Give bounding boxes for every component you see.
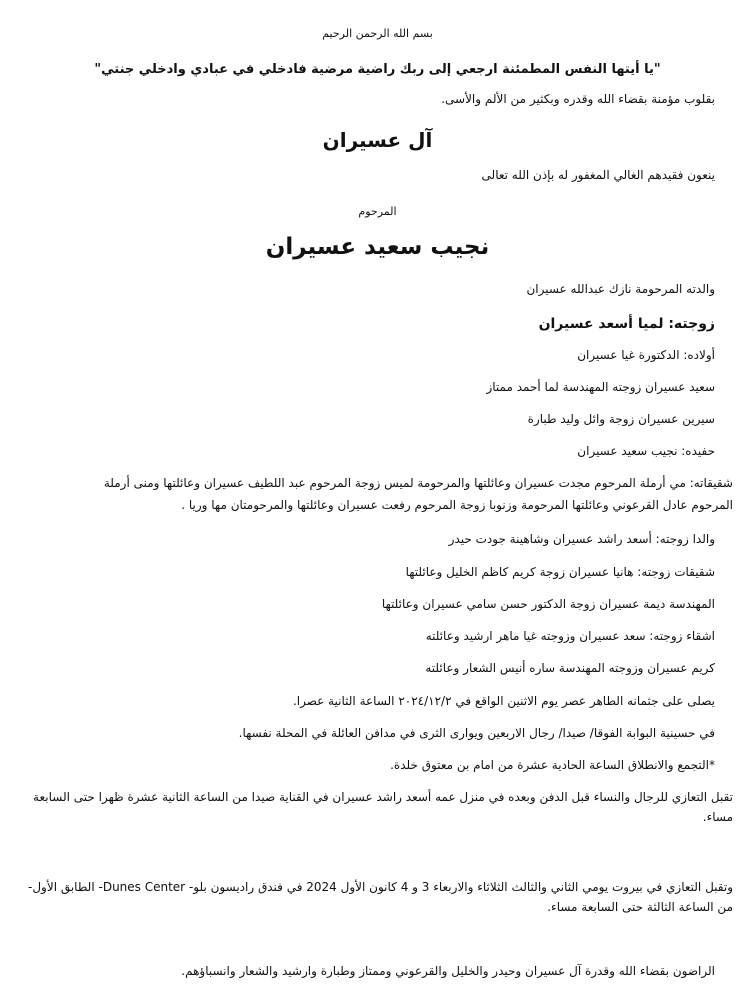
children-line: أولاده: الدكتورة غيا عسيران [577, 348, 715, 362]
wife-brothers-line: كريم عسيران وزوجته المهندسة ساره أنيس الشعار وعائلته [425, 661, 715, 675]
gathering-line: *التجمع والانطلاق الساعة الحادية عشرة من امام بن معتوق خلدة. [390, 758, 715, 772]
quran-verse: "يا أيتها النفس المطمئنة ارجعي إلى ربك راضية مرضية فادخلي في عبادي وادخلي جنتي" [94, 62, 661, 77]
wife-brothers-line: اشقاء زوجته: سعد عسيران وزوجته غيا ماهر ارشيد وعائلته [425, 629, 715, 643]
children-line: سيرين عسيران زوجة وائل وليد طبارة [527, 412, 715, 426]
intro-text: بقلوب مؤمنة بقضاء الله وقدره وبكثير من الألم والأسى. [441, 92, 715, 106]
wife-sisters-line: المهندسة ديمة عسيران زوجة الدكتور حسن سامي عسيران وعائلتها [381, 597, 715, 611]
condolences-saida: تقبل التعازي للرجال والنساء قبل الدفن وبعده في منزل عمه أسعد راشد عسيران في القناية صيدا من الساعة الثانية عشرة ظهرا حتى السابعة مساء. [33, 790, 733, 824]
sisters-line: المرحوم عادل القرعوني وعائلتها المرحومة وزنوبا زوجة المرحوم رفعت عسيران وعائلتها والمرحومتان مها وريا . [181, 498, 733, 512]
deceased-label: المرحوم [358, 205, 397, 218]
wife-parents-line: والدا زوجته: أسعد راشد عسيران وشاهينة جودت حيدر [448, 532, 715, 546]
mother-line: والدته المرحومة نازك عبدالله عسيران [526, 282, 715, 296]
deceased-name: نجيب سعيد عسيران [265, 234, 490, 260]
wife-sisters-line: شقيقات زوجته: هانيا عسيران زوجة كريم كاظم الخليل وعائلتها [405, 565, 715, 579]
mourning-line: ينعون فقيدهم الغالي المغفور له بإذن الله تعالى [481, 168, 715, 182]
prayer-line: يصلى على جثمانه الطاهر عصر يوم الاثنين الواقع في ٢٠٢٤/١٢/٢ الساعة الثانية عصرا. [292, 694, 715, 708]
grandson-line: حفيده: نجيب سعيد عسيران [577, 444, 715, 458]
closing-line: الراضون بقضاء الله وقدرة آل عسيران وحيدر والخليل والقرعوني وممتاز وطبارة وارشيد والشعار وانسباؤهم. [181, 964, 715, 978]
condolences-beirut: وتقبل التعازي في بيروت يومي الثاني والثالث الثلاثاء والاربعاء 3 و 4 كانون الأول 2024 في فندق راديسون بلو- Dunes Center- الطابق الأول- من الساعة الثالثة حتى السابعة مساء. [28, 880, 733, 914]
sisters-line: شقيقاته: مي أرملة المرحوم مجدت عسيران وعائلتها والمرحومة لميس زوجة المرحوم عبد اللطيف عسيران وعائلتها ومنى أرملة [103, 476, 733, 490]
wife-line: زوجته: لميا أسعد عسيران [538, 316, 715, 332]
children-line: سعيد عسيران زوجته المهندسة لما أحمد ممتاز [486, 380, 715, 394]
husseiniya-line: في حسينية البوابة الفوقا/ صيدا/ رجال الاربعين ويوارى الثرى في مدافن العائلة في المحلة نفسها. [238, 726, 715, 740]
basmala: بسم الله الرحمن الرحيم [322, 27, 433, 40]
family-name: آل عسيران [322, 128, 433, 152]
